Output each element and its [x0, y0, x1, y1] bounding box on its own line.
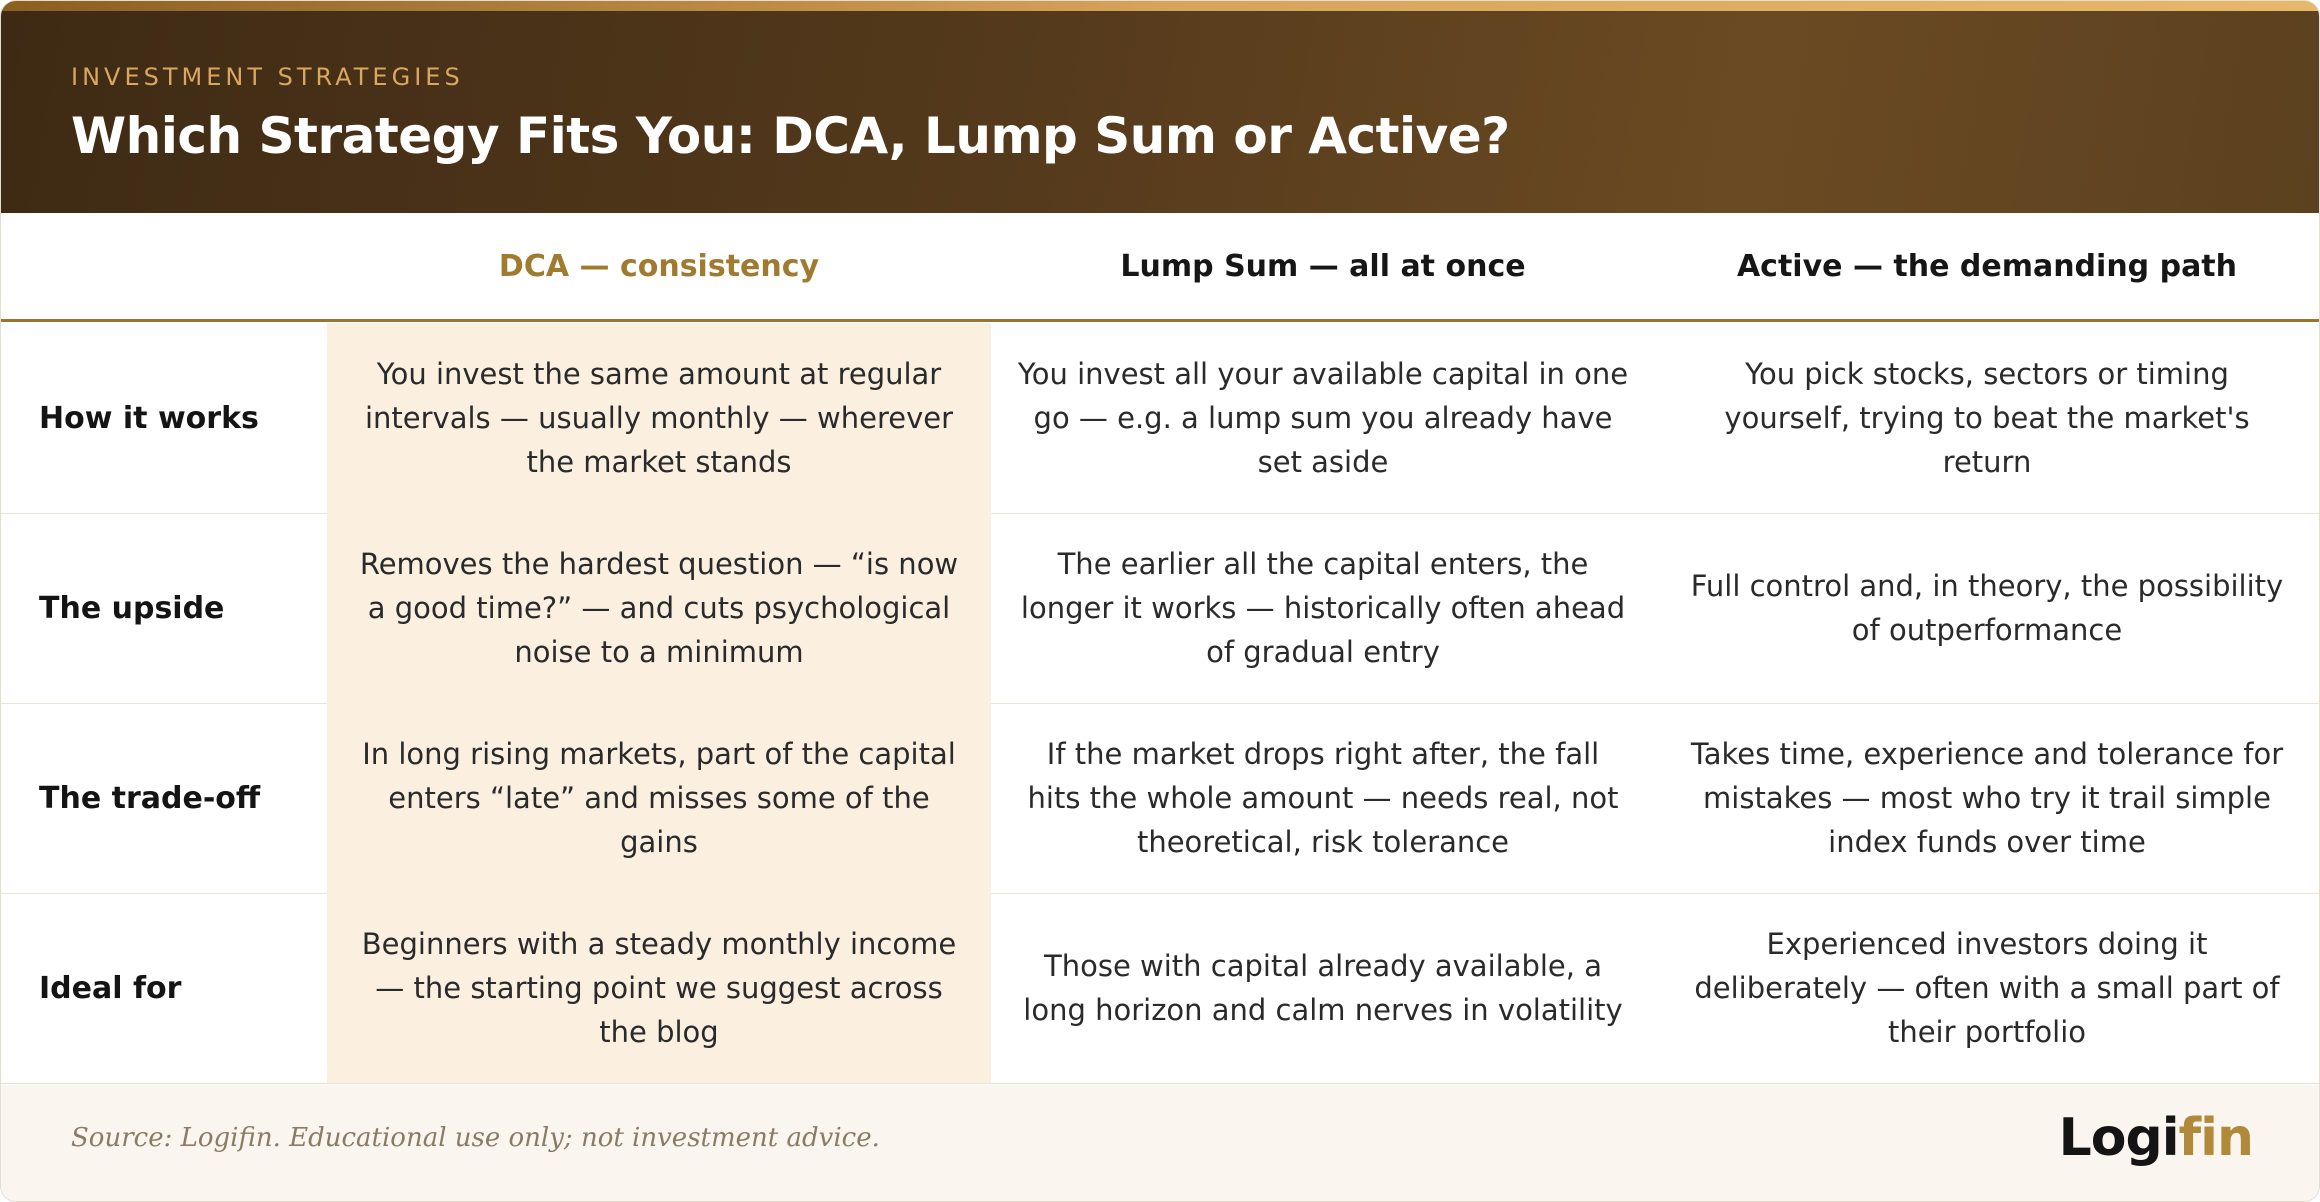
- table-cell-lump-sum: Those with capital already available, a long horizon and calm nerves in volatility: [1023, 949, 1623, 1027]
- header: [1, 11, 2319, 213]
- logo-text-accent: fin: [2178, 1108, 2253, 1168]
- row-label: How it works: [39, 400, 259, 436]
- row-label: Ideal for: [39, 970, 182, 1006]
- table-cell-lump-sum: The earlier all the capital enters, the longer it works — historically often ahead of gradual entry: [1020, 547, 1626, 669]
- table-cell-active: Experienced investors doing it deliberately — often with a small part of their portfolio: [1694, 927, 2280, 1049]
- page-title: Which Strategy Fits You: DCA, Lump Sum or Active?: [71, 107, 1510, 165]
- source-note: Source: Logifin. Educational use only; not investment advice.: [71, 1123, 880, 1153]
- logo: [2059, 1085, 2253, 1191]
- table-row: [1, 323, 2319, 514]
- kicker: INVESTMENT STRATEGIES: [71, 63, 464, 91]
- table-cell-active: Full control and, in theory, the possibility of outperformance: [1690, 569, 2284, 647]
- table-cell-dca: In long rising markets, part of the capital enters “late” and misses some of the gains: [327, 703, 991, 893]
- column-header-dca: DCA — consistency: [498, 248, 820, 284]
- row-label: The upside: [39, 590, 225, 626]
- column-header-row: [1, 213, 2319, 322]
- table-row: [1, 703, 2319, 894]
- top-accent-line: [1, 1, 2319, 11]
- table-cell-lump-sum: You invest all your available capital in one go — e.g. a lump sum you already have set aside: [1017, 357, 1629, 479]
- table-row: [1, 513, 2319, 704]
- table-cell-dca: Beginners with a steady monthly income — the starting point we suggest across the blog: [327, 893, 991, 1083]
- table-cell-active: Takes time, experience and tolerance for mistakes — most who try it trail simple index funds over time: [1690, 737, 2284, 859]
- table-cell-lump-sum: If the market drops right after, the fall hits the whole amount — needs real, not theoretical, risk tolerance: [1027, 737, 1619, 859]
- footer: [1, 1085, 2319, 1201]
- table-row: [1, 893, 2319, 1084]
- column-header-lump-sum: Lump Sum — all at once: [1120, 248, 1526, 284]
- table-cell-active: You pick stocks, sectors or timing yourself, trying to beat the market's return: [1724, 357, 2250, 479]
- row-label: The trade-off: [39, 780, 261, 816]
- table-cell-dca: Removes the hardest question — “is now a good time?” — and cuts psychological noise to a minimum: [327, 513, 991, 703]
- table-cell-dca: You invest the same amount at regular intervals — usually monthly — wherever the market stands: [327, 323, 991, 513]
- logo-text-main: Logi: [2058, 1108, 2179, 1168]
- column-header-active: Active — the demanding path: [1736, 248, 2238, 284]
